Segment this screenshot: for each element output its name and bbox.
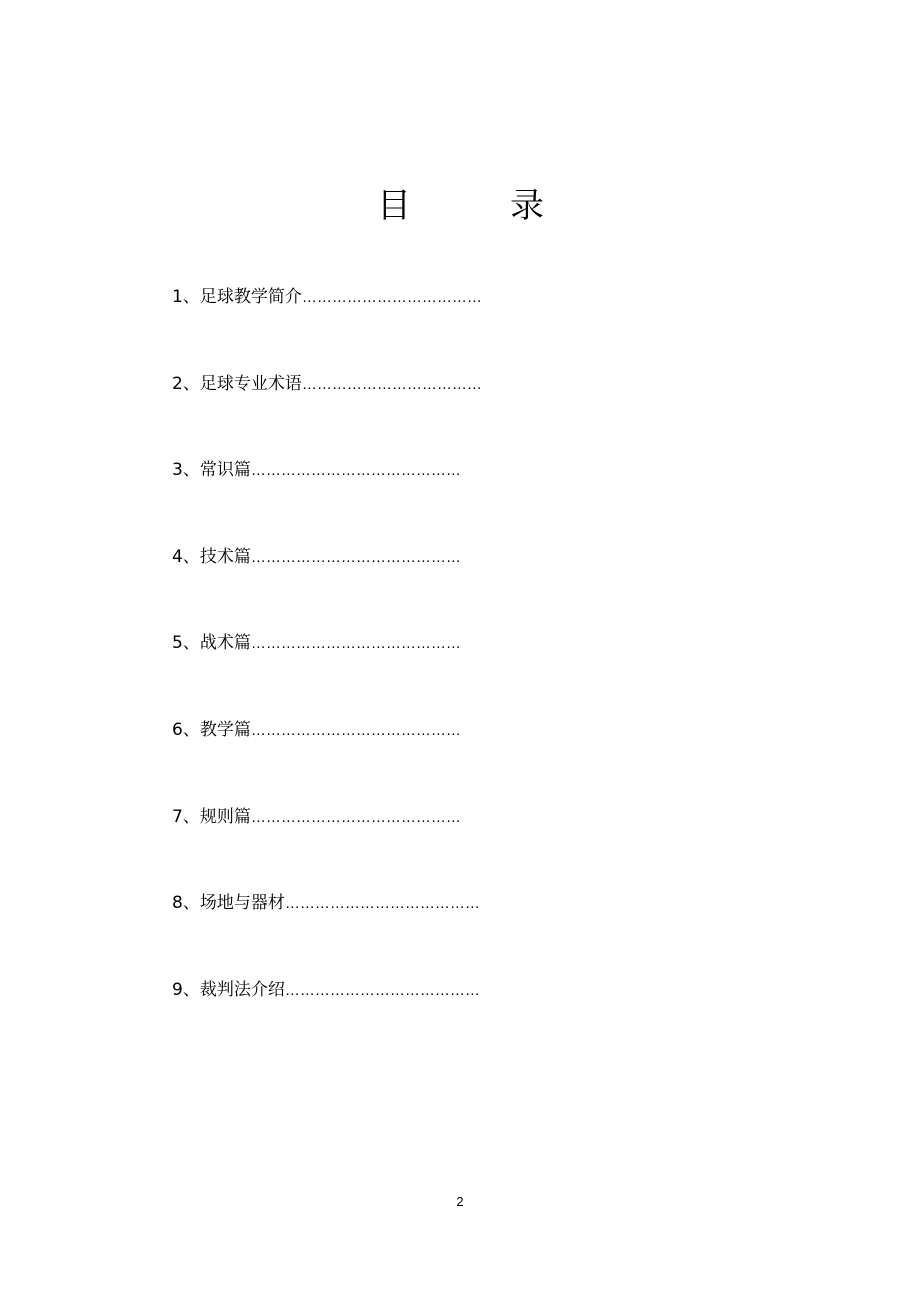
title-char-1: 目	[377, 186, 411, 226]
toc-item-label: 5、战术篇	[172, 633, 251, 653]
toc-item-1[interactable]	[172, 283, 482, 311]
toc-item-leader: …………………………………	[284, 895, 480, 912]
toc-item-8[interactable]	[172, 889, 480, 917]
toc-item-label: 4、技术篇	[172, 547, 251, 567]
toc-item-leader: ……………………………………	[250, 462, 461, 479]
toc-item-label: 8、场地与器材	[172, 893, 285, 913]
toc-item-label: 3、常识篇	[172, 460, 251, 480]
toc-item-label: 6、教学篇	[172, 720, 251, 740]
toc-item-5[interactable]	[172, 629, 461, 657]
toc-item-leader: …………………………………	[284, 982, 480, 999]
toc-item-9[interactable]	[172, 976, 480, 1004]
toc-item-label: 1、足球教学简介	[172, 287, 302, 307]
toc-item-label: 7、规则篇	[172, 807, 251, 827]
toc-item-leader: ………………………………	[301, 376, 482, 393]
toc-item-leader: ……………………………………	[250, 809, 461, 826]
toc-item-3[interactable]	[172, 456, 461, 484]
toc-item-leader: ………………………………	[301, 289, 482, 306]
toc-item-4[interactable]	[172, 543, 461, 571]
toc-item-leader: ……………………………………	[250, 722, 461, 739]
toc-item-leader: ……………………………………	[250, 635, 461, 652]
toc-item-6[interactable]	[172, 716, 461, 744]
toc-item-2[interactable]	[172, 370, 482, 398]
page-title	[0, 184, 920, 228]
title-char-2: 录	[510, 186, 544, 226]
page-number: 2	[456, 1194, 464, 1209]
toc-item-label: 2、足球专业术语	[172, 374, 302, 394]
toc-item-leader: ……………………………………	[250, 549, 461, 566]
toc-item-7[interactable]	[172, 803, 461, 831]
toc-item-label: 9、裁判法介绍	[172, 980, 285, 1000]
